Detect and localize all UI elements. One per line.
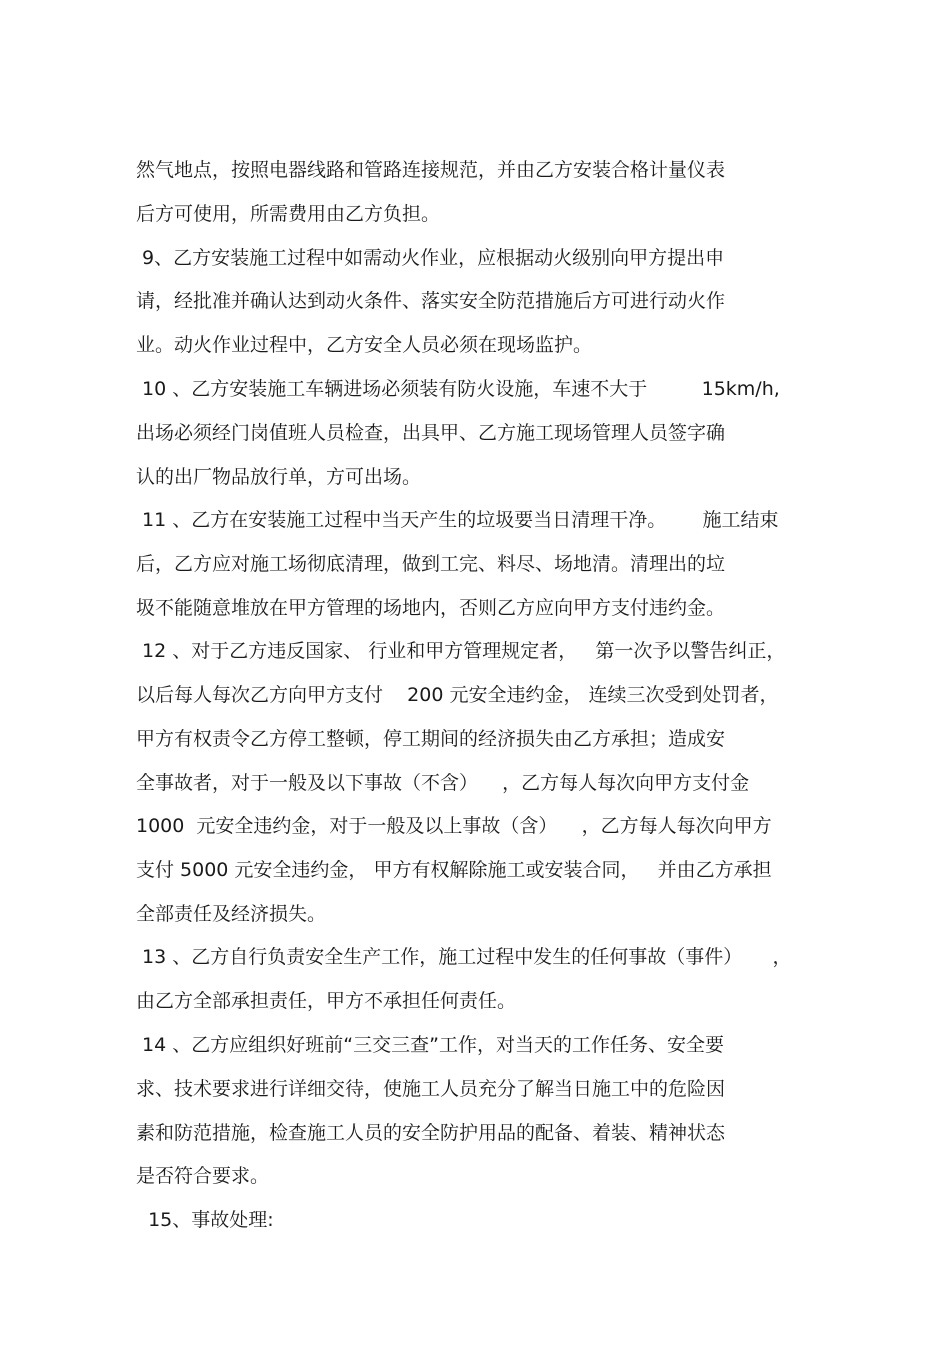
text-line: 出场必须经门岗值班人员检查，出具甲、乙方施工现场管理人员签字确 <box>136 422 726 444</box>
text-line: 然气地点，按照电器线路和管路连接规范，并由乙方安装合格计量仪表 <box>136 159 726 181</box>
text-line: 以后每人每次乙方向甲方支付 200 元安全违约金， 连续三次受到处罚者， <box>136 684 779 706</box>
text-line: 14 、乙方应组织好班前“三交三查”工作，对当天的工作任务、安全要 <box>136 1034 724 1056</box>
text-line: 是否符合要求。 <box>136 1165 270 1187</box>
text-line: 求、技术要求进行详细交待，使施工人员充分了解当日施工中的危险因 <box>136 1078 726 1100</box>
text-line: 素和防范措施，检查施工人员的安全防护用品的配备、着装、精神状态 <box>136 1122 726 1144</box>
text-line: 后，乙方应对施工场彻底清理，做到工完、料尽、场地清。清理出的垃 <box>136 553 726 575</box>
text-line: 圾不能随意堆放在甲方管理的场地内，否则乙方应向甲方支付违约金。 <box>136 597 726 619</box>
text-line: 11 、乙方在安装施工过程中当天产生的垃圾要当日清理干净。 施工结束 <box>136 509 779 531</box>
text-line: 由乙方全部承担责任，甲方不承担任何责任。 <box>136 990 517 1012</box>
text-line: 1000 元安全违约金，对于一般及以上事故（含） ，乙方每人每次向甲方 <box>136 815 772 837</box>
text-line: 9、乙方安装施工过程中如需动火作业，应根据动火级别向甲方提出申 <box>136 247 725 269</box>
text-line: 支付 5000 元安全违约金， 甲方有权解除施工或安装合同， 并由乙方承担 <box>136 859 772 881</box>
text-line: 业。动火作业过程中，乙方安全人员必须在现场监护。 <box>136 334 593 356</box>
text-line: 全部责任及经济损失。 <box>136 903 327 925</box>
text-line: 13 、乙方自行负责安全生产工作，施工过程中发生的任何事故（事件） ， <box>136 946 792 968</box>
text-line: 甲方有权责令乙方停工整顿，停工期间的经济损失由乙方承担；造成安 <box>136 728 726 750</box>
text-line: 全事故者，对于一般及以下事故（不含） ，乙方每人每次向甲方支付金 <box>136 772 750 794</box>
text-line: 15、事故处理: <box>136 1209 274 1231</box>
text-line: 12 、对于乙方违反国家、 行业和甲方管理规定者， 第一次予以警告纠正， <box>136 640 786 662</box>
text-line: 请，经批准并确认达到动火条件、落实安全防范措施后方可进行动火作 <box>136 290 726 312</box>
text-line: 后方可使用，所需费用由乙方负担。 <box>136 203 441 225</box>
text-line: 10 、乙方安装施工车辆进场必须装有防火设施，车速不大于 15km/h, <box>136 378 780 400</box>
text-line: 认的出厂物品放行单，方可出场。 <box>136 466 422 488</box>
